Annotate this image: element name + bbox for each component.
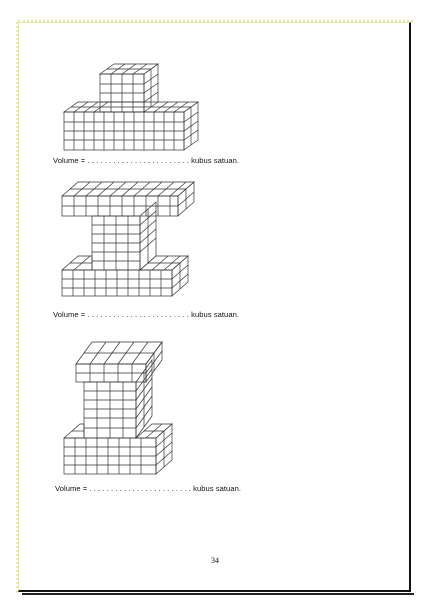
volume-answer-line[interactable]: Volume = . . . . . . . . . . . . . . . . . . . . . . . . kubus satuan. bbox=[53, 156, 240, 165]
cube-figure-1 bbox=[60, 62, 210, 154]
volume-answer-line[interactable]: Volume = . . . . . . . . . . . . . . . . . . . . . . . . kubus satuan. bbox=[55, 484, 242, 493]
cube-figure-3 bbox=[60, 340, 180, 480]
page-number: 34 bbox=[211, 556, 219, 565]
page-shadow bbox=[22, 593, 414, 595]
page-border-dots-left bbox=[16, 22, 21, 592]
cube-figure-2 bbox=[58, 180, 198, 300]
volume-answer-line[interactable]: Volume = . . . . . . . . . . . . . . . . . . . . . . . . kubus satuan. bbox=[53, 310, 240, 319]
page-border-dots-top bbox=[18, 20, 413, 25]
